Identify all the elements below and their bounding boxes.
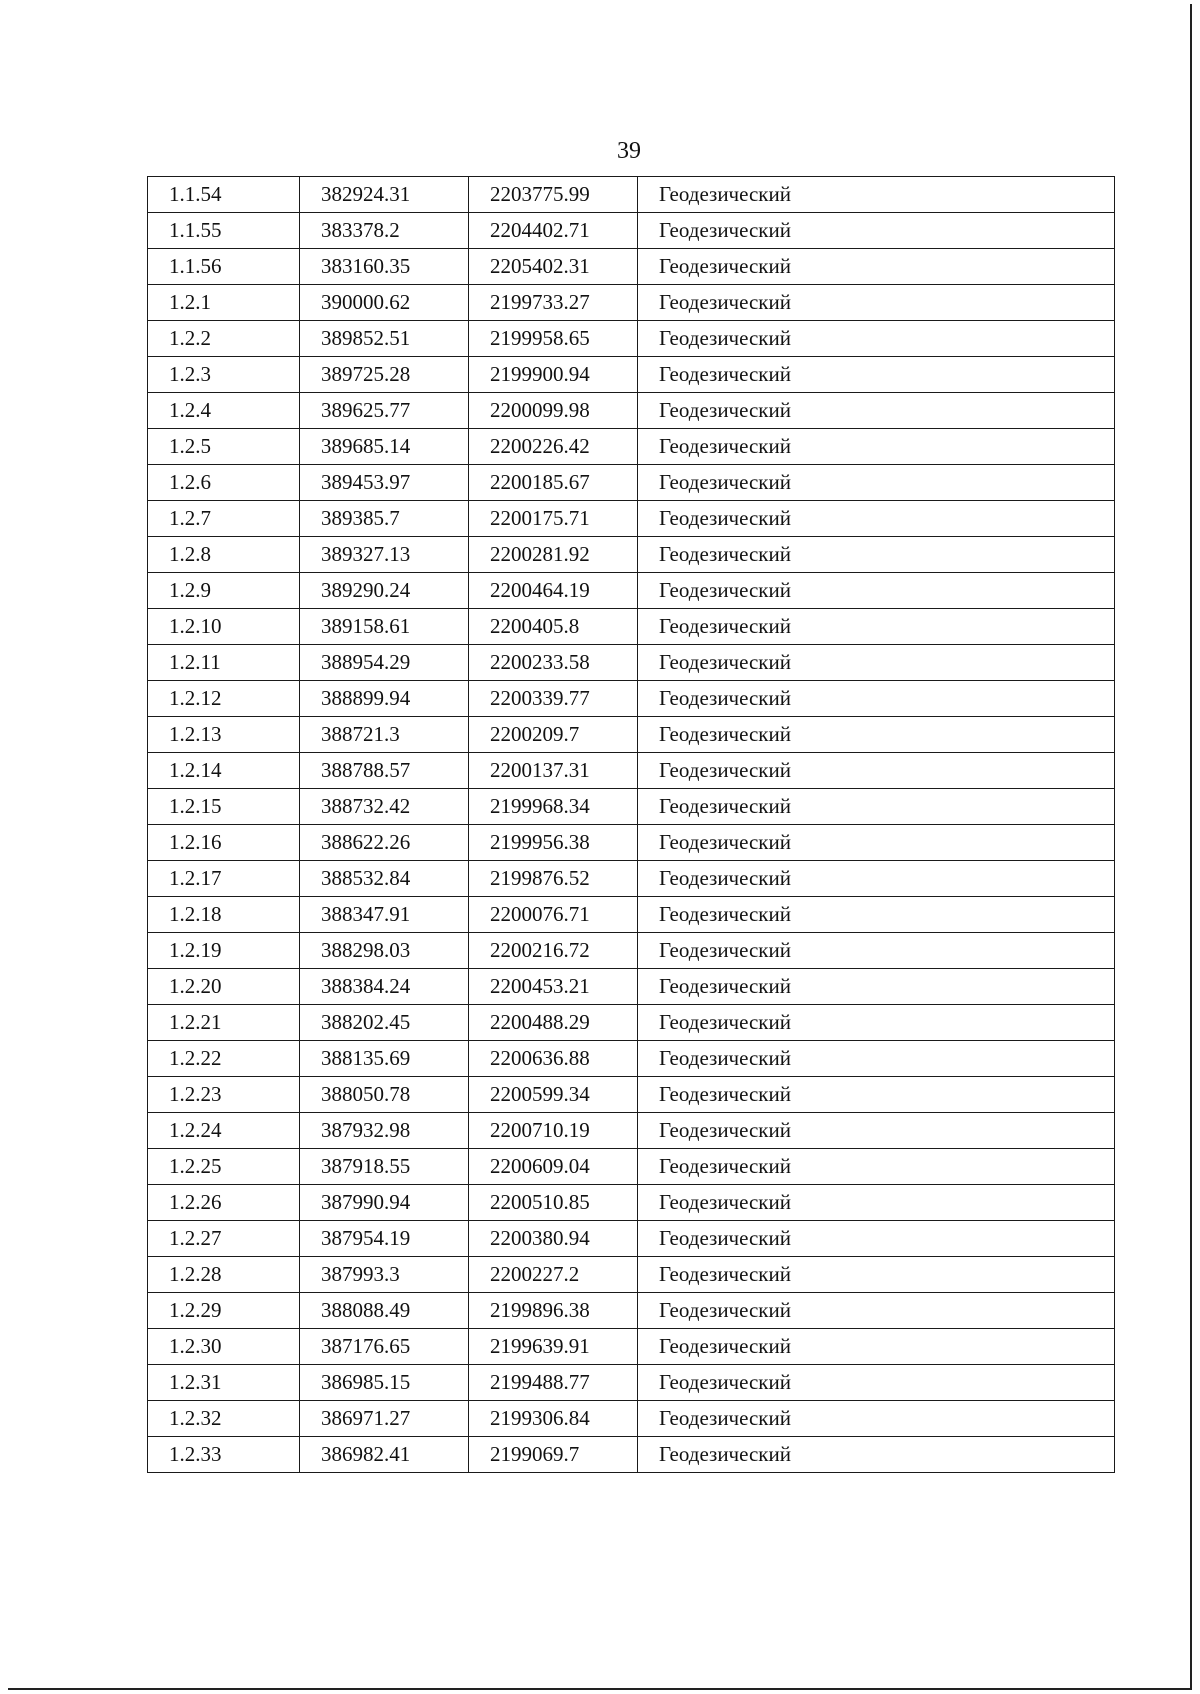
point-id-cell: 1.2.17 (148, 861, 300, 897)
point-id-cell: 1.2.14 (148, 753, 300, 789)
table-row (148, 1365, 1115, 1401)
method-cell: Геодезический (638, 1221, 1115, 1257)
point-id-cell: 1.2.21 (148, 1005, 300, 1041)
point-id-cell: 1.2.3 (148, 357, 300, 393)
x-coordinate-cell: 388532.84 (300, 861, 469, 897)
table-row (148, 897, 1115, 933)
method-cell: Геодезический (638, 321, 1115, 357)
point-id-cell: 1.2.1 (148, 285, 300, 321)
point-id-cell: 1.2.23 (148, 1077, 300, 1113)
method-cell: Геодезический (638, 213, 1115, 249)
table-row (148, 177, 1115, 213)
method-cell: Геодезический (638, 789, 1115, 825)
y-coordinate-cell: 2200099.98 (469, 393, 638, 429)
table-row (148, 1221, 1115, 1257)
coordinates-table-body (148, 177, 1115, 1473)
x-coordinate-cell: 388298.03 (300, 933, 469, 969)
table-row (148, 429, 1115, 465)
y-coordinate-cell: 2200216.72 (469, 933, 638, 969)
method-cell: Геодезический (638, 1149, 1115, 1185)
point-id-cell: 1.2.13 (148, 717, 300, 753)
method-cell: Геодезический (638, 465, 1115, 501)
method-cell: Геодезический (638, 501, 1115, 537)
point-id-cell: 1.2.29 (148, 1293, 300, 1329)
x-coordinate-cell: 388721.3 (300, 717, 469, 753)
point-id-cell: 1.2.8 (148, 537, 300, 573)
method-cell: Геодезический (638, 717, 1115, 753)
y-coordinate-cell: 2199306.84 (469, 1401, 638, 1437)
point-id-cell: 1.2.30 (148, 1329, 300, 1365)
x-coordinate-cell: 388954.29 (300, 645, 469, 681)
point-id-cell: 1.2.6 (148, 465, 300, 501)
table-row (148, 969, 1115, 1005)
point-id-cell: 1.2.2 (148, 321, 300, 357)
method-cell: Геодезический (638, 861, 1115, 897)
x-coordinate-cell: 383378.2 (300, 213, 469, 249)
x-coordinate-cell: 389327.13 (300, 537, 469, 573)
y-coordinate-cell: 2200281.92 (469, 537, 638, 573)
y-coordinate-cell: 2200464.19 (469, 573, 638, 609)
x-coordinate-cell: 388050.78 (300, 1077, 469, 1113)
y-coordinate-cell: 2200233.58 (469, 645, 638, 681)
x-coordinate-cell: 387932.98 (300, 1113, 469, 1149)
coordinates-table (147, 176, 1115, 1473)
table-row (148, 681, 1115, 717)
y-coordinate-cell: 2200339.77 (469, 681, 638, 717)
method-cell: Геодезический (638, 1329, 1115, 1365)
x-coordinate-cell: 388135.69 (300, 1041, 469, 1077)
method-cell: Геодезический (638, 1005, 1115, 1041)
table-row (148, 1257, 1115, 1293)
y-coordinate-cell: 2200380.94 (469, 1221, 638, 1257)
page-number: 39 (617, 138, 641, 164)
y-coordinate-cell: 2200226.42 (469, 429, 638, 465)
x-coordinate-cell: 389625.77 (300, 393, 469, 429)
y-coordinate-cell: 2200599.34 (469, 1077, 638, 1113)
table-row (148, 789, 1115, 825)
method-cell: Геодезический (638, 933, 1115, 969)
method-cell: Геодезический (638, 1113, 1115, 1149)
x-coordinate-cell: 389725.28 (300, 357, 469, 393)
y-coordinate-cell: 2199639.91 (469, 1329, 638, 1365)
table-row (148, 1041, 1115, 1077)
y-coordinate-cell: 2200488.29 (469, 1005, 638, 1041)
y-coordinate-cell: 2200710.19 (469, 1113, 638, 1149)
point-id-cell: 1.2.19 (148, 933, 300, 969)
y-coordinate-cell: 2199733.27 (469, 285, 638, 321)
table-row (148, 321, 1115, 357)
y-coordinate-cell: 2200185.67 (469, 465, 638, 501)
method-cell: Геодезический (638, 753, 1115, 789)
y-coordinate-cell: 2200137.31 (469, 753, 638, 789)
x-coordinate-cell: 390000.62 (300, 285, 469, 321)
point-id-cell: 1.2.33 (148, 1437, 300, 1473)
method-cell: Геодезический (638, 249, 1115, 285)
x-coordinate-cell: 388788.57 (300, 753, 469, 789)
table-row (148, 501, 1115, 537)
y-coordinate-cell: 2200076.71 (469, 897, 638, 933)
point-id-cell: 1.2.10 (148, 609, 300, 645)
point-id-cell: 1.2.15 (148, 789, 300, 825)
y-coordinate-cell: 2205402.31 (469, 249, 638, 285)
method-cell: Геодезический (638, 1293, 1115, 1329)
method-cell: Геодезический (638, 429, 1115, 465)
y-coordinate-cell: 2199876.52 (469, 861, 638, 897)
method-cell: Геодезический (638, 177, 1115, 213)
table-row (148, 1149, 1115, 1185)
point-id-cell: 1.2.20 (148, 969, 300, 1005)
table-row (148, 1113, 1115, 1149)
table-row (148, 933, 1115, 969)
x-coordinate-cell: 387918.55 (300, 1149, 469, 1185)
table-row (148, 1005, 1115, 1041)
x-coordinate-cell: 386971.27 (300, 1401, 469, 1437)
table-row (148, 717, 1115, 753)
y-coordinate-cell: 2204402.71 (469, 213, 638, 249)
y-coordinate-cell: 2199968.34 (469, 789, 638, 825)
method-cell: Геодезический (638, 645, 1115, 681)
point-id-cell: 1.2.9 (148, 573, 300, 609)
point-id-cell: 1.2.12 (148, 681, 300, 717)
point-id-cell: 1.2.22 (148, 1041, 300, 1077)
point-id-cell: 1.2.16 (148, 825, 300, 861)
y-coordinate-cell: 2200510.85 (469, 1185, 638, 1221)
x-coordinate-cell: 387993.3 (300, 1257, 469, 1293)
table-row (148, 249, 1115, 285)
table-row (148, 1185, 1115, 1221)
table-row (148, 213, 1115, 249)
x-coordinate-cell: 387176.65 (300, 1329, 469, 1365)
method-cell: Геодезический (638, 537, 1115, 573)
x-coordinate-cell: 387954.19 (300, 1221, 469, 1257)
method-cell: Геодезический (638, 609, 1115, 645)
point-id-cell: 1.2.32 (148, 1401, 300, 1437)
y-coordinate-cell: 2199900.94 (469, 357, 638, 393)
table-row (148, 645, 1115, 681)
point-id-cell: 1.2.4 (148, 393, 300, 429)
method-cell: Геодезический (638, 825, 1115, 861)
x-coordinate-cell: 386985.15 (300, 1365, 469, 1401)
point-id-cell: 1.2.24 (148, 1113, 300, 1149)
method-cell: Геодезический (638, 897, 1115, 933)
y-coordinate-cell: 2199958.65 (469, 321, 638, 357)
y-coordinate-cell: 2199896.38 (469, 1293, 638, 1329)
method-cell: Геодезический (638, 1185, 1115, 1221)
x-coordinate-cell: 389852.51 (300, 321, 469, 357)
y-coordinate-cell: 2200227.2 (469, 1257, 638, 1293)
method-cell: Геодезический (638, 357, 1115, 393)
table-row (148, 861, 1115, 897)
point-id-cell: 1.2.25 (148, 1149, 300, 1185)
method-cell: Геодезический (638, 1077, 1115, 1113)
table-row (148, 753, 1115, 789)
x-coordinate-cell: 383160.35 (300, 249, 469, 285)
method-cell: Геодезический (638, 1437, 1115, 1473)
table-row (148, 1077, 1115, 1113)
method-cell: Геодезический (638, 1041, 1115, 1077)
point-id-cell: 1.2.7 (148, 501, 300, 537)
x-coordinate-cell: 386982.41 (300, 1437, 469, 1473)
x-coordinate-cell: 389158.61 (300, 609, 469, 645)
table-row (148, 1329, 1115, 1365)
method-cell: Геодезический (638, 1401, 1115, 1437)
y-coordinate-cell: 2200209.7 (469, 717, 638, 753)
x-coordinate-cell: 388622.26 (300, 825, 469, 861)
point-id-cell: 1.2.18 (148, 897, 300, 933)
x-coordinate-cell: 388899.94 (300, 681, 469, 717)
x-coordinate-cell: 388732.42 (300, 789, 469, 825)
x-coordinate-cell: 389385.7 (300, 501, 469, 537)
point-id-cell: 1.2.5 (148, 429, 300, 465)
y-coordinate-cell: 2200453.21 (469, 969, 638, 1005)
table-row (148, 357, 1115, 393)
table-row (148, 537, 1115, 573)
x-coordinate-cell: 388088.49 (300, 1293, 469, 1329)
x-coordinate-cell: 389290.24 (300, 573, 469, 609)
point-id-cell: 1.2.31 (148, 1365, 300, 1401)
point-id-cell: 1.2.28 (148, 1257, 300, 1293)
point-id-cell: 1.2.11 (148, 645, 300, 681)
point-id-cell: 1.1.55 (148, 213, 300, 249)
table-row (148, 1293, 1115, 1329)
method-cell: Геодезический (638, 573, 1115, 609)
table-row (148, 1437, 1115, 1473)
y-coordinate-cell: 2199488.77 (469, 1365, 638, 1401)
y-coordinate-cell: 2203775.99 (469, 177, 638, 213)
y-coordinate-cell: 2200405.8 (469, 609, 638, 645)
point-id-cell: 1.1.54 (148, 177, 300, 213)
x-coordinate-cell: 389453.97 (300, 465, 469, 501)
x-coordinate-cell: 388347.91 (300, 897, 469, 933)
y-coordinate-cell: 2199956.38 (469, 825, 638, 861)
y-coordinate-cell: 2200609.04 (469, 1149, 638, 1185)
method-cell: Геодезический (638, 969, 1115, 1005)
y-coordinate-cell: 2200636.88 (469, 1041, 638, 1077)
x-coordinate-cell: 388202.45 (300, 1005, 469, 1041)
table-row (148, 393, 1115, 429)
table-row (148, 285, 1115, 321)
method-cell: Геодезический (638, 1257, 1115, 1293)
table-row (148, 573, 1115, 609)
method-cell: Геодезический (638, 285, 1115, 321)
table-row (148, 825, 1115, 861)
point-id-cell: 1.1.56 (148, 249, 300, 285)
x-coordinate-cell: 389685.14 (300, 429, 469, 465)
point-id-cell: 1.2.27 (148, 1221, 300, 1257)
x-coordinate-cell: 382924.31 (300, 177, 469, 213)
method-cell: Геодезический (638, 681, 1115, 717)
point-id-cell: 1.2.26 (148, 1185, 300, 1221)
table-row (148, 1401, 1115, 1437)
y-coordinate-cell: 2199069.7 (469, 1437, 638, 1473)
method-cell: Геодезический (638, 1365, 1115, 1401)
method-cell: Геодезический (638, 393, 1115, 429)
x-coordinate-cell: 388384.24 (300, 969, 469, 1005)
x-coordinate-cell: 387990.94 (300, 1185, 469, 1221)
y-coordinate-cell: 2200175.71 (469, 501, 638, 537)
table-row (148, 609, 1115, 645)
table-row (148, 465, 1115, 501)
